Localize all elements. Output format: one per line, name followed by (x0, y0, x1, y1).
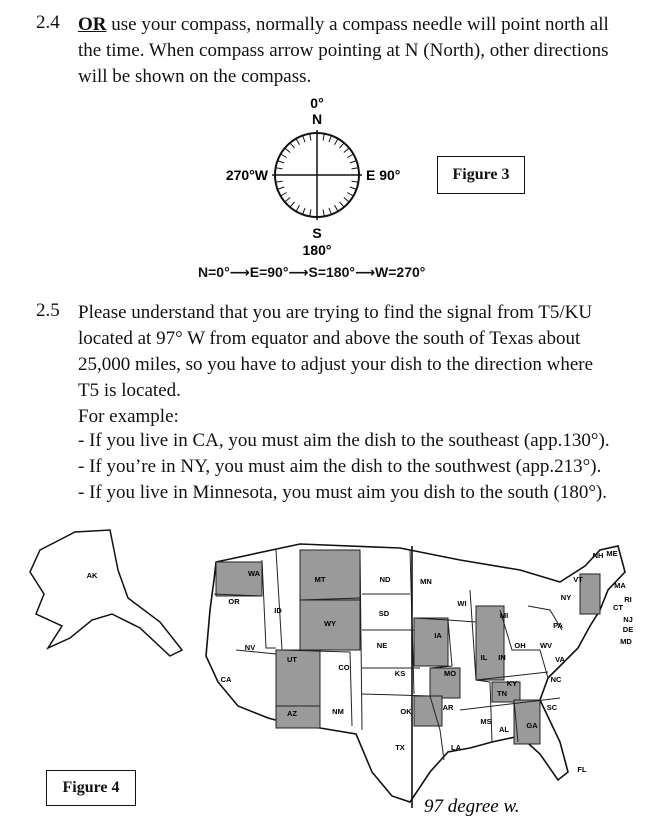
shaded-state (414, 618, 448, 666)
compass-tick (347, 154, 353, 158)
compass-tick (347, 193, 353, 197)
state-label-oh: OH (514, 641, 526, 650)
or-emphasis: OR (78, 14, 107, 35)
compass-tick (323, 209, 324, 216)
state-label-ar: AR (442, 703, 454, 712)
section-2-5-number: 2.5 (36, 300, 60, 321)
compass-tick (323, 134, 324, 141)
compass-tick (281, 154, 287, 158)
state-label-or: OR (228, 597, 240, 606)
state-label-sc: SC (546, 703, 558, 712)
alaska-shape (30, 530, 182, 656)
state-label-il: IL (480, 653, 488, 662)
state-label-de: DE (622, 625, 634, 634)
section-2-5-line4: T5 is located. (78, 380, 181, 401)
example-ca: - If you live in CA, you must aim the dish to the southeast (app.130°). (78, 430, 610, 451)
state-label-ct: CT (613, 603, 623, 612)
compass-tick (351, 168, 358, 169)
compass-tick (310, 134, 311, 141)
section-2-5-line1: Please understand that you are trying to find the signal from T5/KU (78, 302, 593, 323)
shaded-state (276, 650, 320, 706)
state-label-ma: MA (614, 581, 626, 590)
section-2-5-line2: located at 97° W from equator and above the south of Texas about (78, 328, 581, 349)
section-2-4-line2: the time. When compass arrow pointing at N (North), other directions (78, 40, 609, 61)
shaded-state (216, 562, 262, 596)
shaded-state (580, 574, 600, 614)
state-label-tn: TN (497, 689, 507, 698)
state-label-nv: NV (244, 643, 256, 652)
compass-tick (276, 168, 283, 169)
shaded-state (276, 706, 320, 728)
state-label-nd: ND (379, 575, 391, 584)
compass-tick (296, 139, 300, 145)
section-2-4-line3: will be shown on the compass. (78, 66, 312, 87)
compass-west-label: 270°W (225, 167, 268, 183)
figure-4-label: Figure 4 (46, 770, 136, 806)
example-ny: - If you’re in NY, you must aim the dish to the southwest (app.213°). (78, 456, 602, 477)
example-mn: - If you live in Minnesota, you must aim you dish to the south (180°). (78, 482, 607, 503)
compass-tick (303, 208, 305, 215)
state-label-id: ID (274, 606, 282, 615)
compass-tick (285, 197, 290, 201)
compass-tick (344, 148, 349, 152)
state-label-ok: OK (400, 707, 412, 716)
state-label-nj: NJ (623, 615, 633, 624)
example-heading: For example: (78, 406, 179, 427)
state-label-in: IN (498, 653, 506, 662)
state-label-ia: IA (434, 631, 442, 640)
state-label-ms: MS (480, 717, 492, 726)
compass-tick (296, 205, 300, 211)
compass-tick (278, 187, 285, 189)
state-label-mn: MN (420, 577, 432, 586)
state-label-fl: FL (577, 765, 587, 774)
section-2-4-line1: use your compass, normally a compass needle will point north all (106, 14, 609, 35)
compass-tick (276, 181, 283, 182)
state-label-wa: WA (247, 569, 261, 578)
state-label-nm: NM (332, 707, 344, 716)
state-label-mi: MI (499, 611, 509, 620)
compass-east-label: E 90° (366, 167, 401, 183)
state-label-wy: WY (323, 619, 337, 628)
section-2-4-text (78, 12, 643, 90)
state-label-wv: WV (539, 641, 553, 650)
compass-tick (290, 143, 294, 148)
state-label-ut: UT (287, 655, 297, 664)
compass-north-degree: 0° (310, 95, 324, 111)
compass-tick (350, 161, 357, 163)
compass-diagram (180, 88, 480, 268)
state-label-mt: MT (314, 575, 326, 584)
compass-north-letter: N (311, 111, 323, 127)
compass-tick (344, 197, 349, 201)
section-2-4-number: 2.4 (36, 12, 60, 33)
compass-tick (335, 139, 339, 145)
state-label-vt: VT (573, 575, 583, 584)
compass-tick (329, 208, 331, 215)
state-label-la: LA (451, 743, 461, 752)
compass-sequence: N=0°⟶E=90°⟶S=180°⟶W=270° (198, 264, 426, 280)
state-label-ny: NY (560, 593, 572, 602)
meridian-label: 97 degree w. (424, 796, 520, 817)
state-label-me: ME (606, 549, 618, 558)
state-label-ne: NE (376, 641, 388, 650)
state-label-nh: NH (592, 551, 604, 560)
compass-tick (329, 136, 331, 143)
state-label-nc: NC (550, 675, 562, 684)
figure-3-label: Figure 3 (437, 156, 525, 194)
compass-tick (285, 148, 290, 152)
state-label-ga: GA (526, 721, 538, 730)
state-label-sd: SD (378, 609, 390, 618)
compass-tick (339, 202, 343, 207)
lower-48-outline (206, 544, 625, 802)
state-label-ky: KY (506, 679, 518, 688)
state-label-ca: CA (220, 675, 232, 684)
compass-tick (281, 193, 287, 197)
compass-tick (310, 209, 311, 216)
compass-tick (278, 161, 285, 163)
compass-south-letter: S (312, 225, 322, 241)
section-2-5-line3: 25,000 miles, so you have to adjust your dish to the direction where (78, 354, 594, 375)
section-2-5-text (78, 300, 643, 430)
state-label-al: AL (499, 725, 509, 734)
compass-tick (303, 136, 305, 143)
state-label-pa: PA (553, 621, 563, 630)
state-label-ri: RI (624, 595, 632, 604)
compass-tick (290, 202, 294, 207)
state-label-ks: KS (394, 669, 406, 678)
state-label-co: CO (338, 663, 350, 672)
example-list (78, 428, 610, 506)
shaded-state (300, 550, 360, 600)
state-label-va: VA (555, 655, 565, 664)
state-label-mo: MO (443, 669, 457, 678)
state-label-wi: WI (457, 599, 467, 608)
compass-tick (351, 181, 358, 182)
compass-tick (339, 143, 343, 148)
state-label-tx: TX (395, 743, 405, 752)
state-label-az: AZ (287, 709, 297, 718)
compass-tick (335, 205, 339, 211)
compass-south-degree: 180° (302, 242, 332, 258)
compass-tick (350, 187, 357, 189)
state-label-md: MD (620, 637, 632, 646)
state-label-ak: AK (86, 571, 98, 580)
